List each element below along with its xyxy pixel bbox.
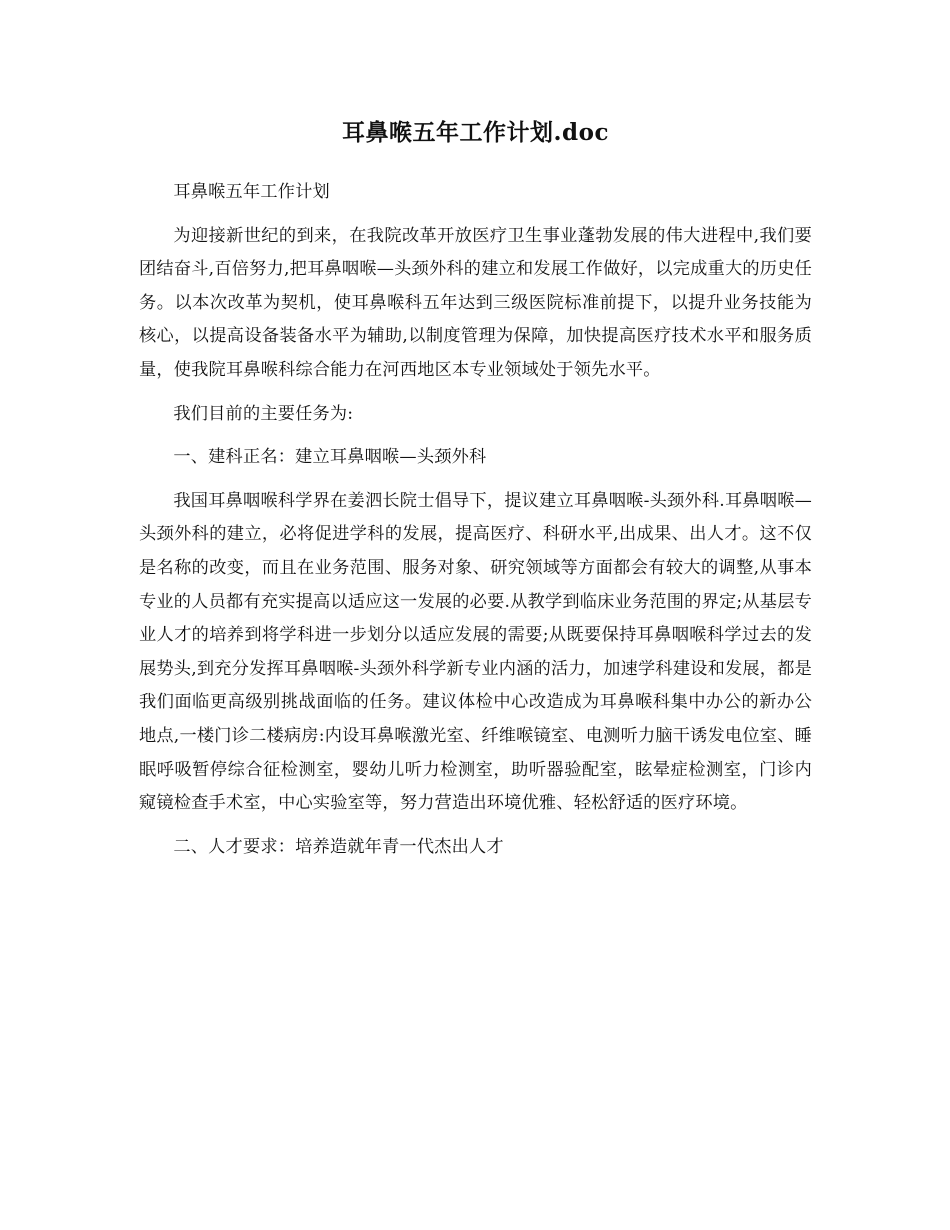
- paragraph-tasks-lead: 我们目前的主要任务为:: [173, 403, 354, 424]
- document-body: [139, 176, 812, 864]
- document-title: 耳鼻喉五年工作计划.doc: [342, 119, 609, 146]
- section-heading-2: 二、人才要求：培养造就年青一代杰出人才: [173, 836, 504, 857]
- paragraph-section-1: 我国耳鼻咽喉科学界在姜泗长院士倡导下，提议建立耳鼻咽喉-头颈外科.耳鼻咽喉—头颈外科的建立，必将促进学科的发展，提高医疗、科研水平,出成果、出人才。这不仅是名称的改变，而且在业务范围、服务对象、研究领域等方面都会有较大的调整,从事本专业的人员都有充实提高以适应这一发展的必要.从教学到临床业务范围的界定;从基层专业人才的培养到将学科进一步划分以适应发展的需要;从既要保持耳鼻咽喉科学过去的发展势头,到充分发挥耳鼻咽喉-头颈外科学新专业内涵的活力，加速学科建设和发展，都是我们面临更高级别挑战面临的任务。建议体检中心改造成为耳鼻喉科集中办公的新办公地点,一楼门诊二楼病房:内设耳鼻喉激光室、纤维喉镜室、电测听力脑干诱发电位室、睡眠呼吸暂停综合征检测室，婴幼儿听力检测室，助听器验配室，眩晕症检测室，门诊内窥镜检查手术室，中心实验室等，努力营造出环境优雅、轻松舒适的医疗环境。: [139, 490, 812, 814]
- paragraph-heading: 耳鼻喉五年工作计划: [173, 182, 330, 202]
- paragraph-intro: 为迎接新世纪的到来，在我院改革开放医疗卫生事业蓬勃发展的伟大进程中,我们要团结奋斗,百倍努力,把耳鼻咽喉—头颈外科的建立和发展工作做好，以完成重大的历史任务。以本次改革为契机，使耳鼻喉科五年达到三级医院标准前提下，以提升业务技能为核心，以提高设备装备水平为辅助,以制度管理为保障，加快提高医疗技术水平和服务质量，使我院耳鼻喉科综合能力在河西地区本专业领域处于领先水平。: [139, 225, 812, 380]
- section-heading-1: 一、建科正名：建立耳鼻咽喉—头颈外科: [173, 447, 487, 468]
